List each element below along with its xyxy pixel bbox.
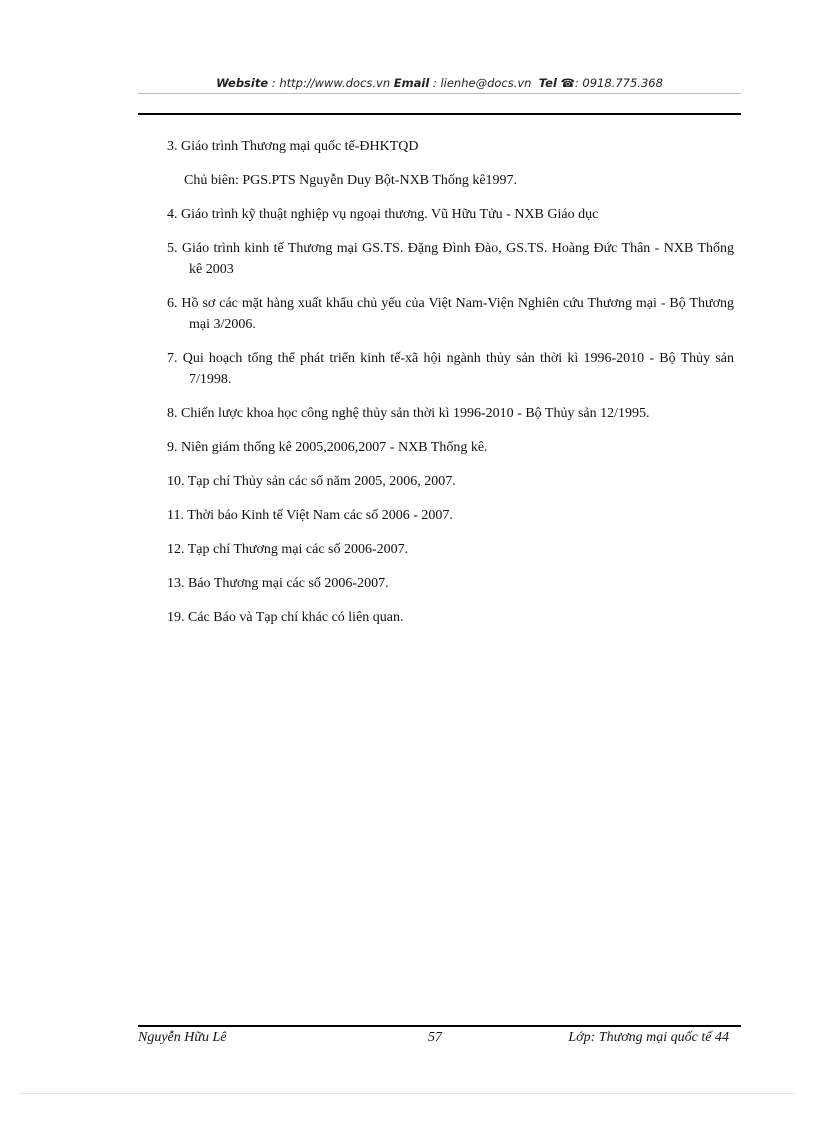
- email-link[interactable]: lienhe@docs.vn: [440, 76, 532, 90]
- reference-list: [167, 136, 734, 641]
- page-header: [138, 76, 741, 90]
- reference-item: 6. Hồ sơ các mặt hàng xuất khẩu chủ yếu của Việt Nam-Viện Nghiên cứu Thương mại - Bộ Thương mại 3/2006.: [167, 296, 734, 332]
- tel-sep: :: [574, 76, 583, 90]
- reference-item: 13. Báo Thương mại các số 2006-2007.: [167, 576, 389, 591]
- reference-item: 8. Chiến lược khoa học công nghệ thủy sản thời kì 1996-2010 - Bộ Thủy sản 12/1995.: [167, 406, 650, 421]
- email-label: Email: [393, 76, 430, 90]
- email-sep: :: [429, 76, 441, 90]
- reference-item: 5. Giáo trình kinh tế Thương mại GS.TS. Đặng Đình Đào, GS.TS. Hoàng Đức Thân - NXB Thống kê 2003: [167, 241, 734, 277]
- page-footer: [138, 1030, 741, 1050]
- footer-class: Lớp: Thương mại quốc tế 44: [568, 1030, 729, 1045]
- reference-item: 19. Các Báo và Tạp chí khác có liên quan.: [167, 610, 404, 625]
- website-link[interactable]: http://www.docs.vn: [279, 76, 391, 90]
- reference-item: 9. Niên giám thống kê 2005,2006,2007 - NXB Thống kê.: [167, 440, 488, 455]
- page-bottom-border: [20, 1093, 796, 1094]
- website-label: Website: [216, 76, 269, 90]
- footer-divider: [138, 1025, 741, 1027]
- footer-author: Nguyễn Hữu Lê: [138, 1030, 227, 1045]
- reference-item: 10. Tạp chí Thủy sản các số năm 2005, 2006, 2007.: [167, 474, 456, 489]
- reference-item: 4. Giáo trình kỹ thuật nghiệp vụ ngoại thương. Vũ Hữu Tửu - NXB Giáo dục: [167, 207, 599, 222]
- reference-item: 11. Thời báo Kinh tế Việt Nam các số 2006 - 2007.: [167, 508, 453, 523]
- website-sep: :: [268, 76, 280, 90]
- header-divider: [138, 113, 741, 115]
- footer-page-number: 57: [428, 1030, 442, 1045]
- header-divider-thin: [138, 93, 741, 94]
- reference-item: 12. Tạp chí Thương mại các số 2006-2007.: [167, 542, 409, 557]
- reference-item: 7. Qui hoạch tổng thể phát triển kinh tế-xã hội ngành thủy sản thời kì 1996-2010 - Bộ Thủy sản 7/1998.: [167, 351, 734, 387]
- reference-item: Chủ biên: PGS.PTS Nguyễn Duy Bột-NXB Thống kê1997.: [184, 173, 518, 188]
- tel-value: 0918.775.368: [582, 76, 663, 90]
- phone-icon: ☎: [560, 76, 575, 90]
- reference-item: 3. Giáo trình Thương mại quốc tế-ĐHKTQD: [167, 139, 419, 154]
- tel-label: Tel: [538, 76, 557, 90]
